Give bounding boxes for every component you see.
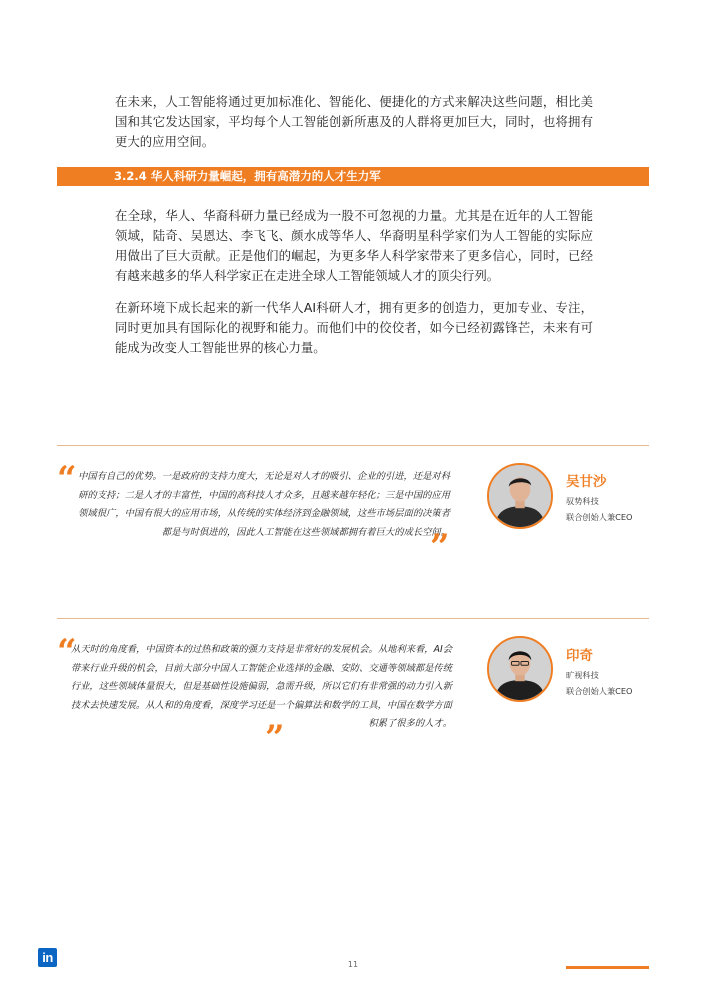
linkedin-logo-icon: in	[38, 948, 57, 967]
person-name-1: 吴甘沙	[566, 474, 607, 490]
quote-text-1: 中国有自己的优势。一是政府的支持力度大，无论是对人才的吸引、企业的引进，还是对科研的支持；二是人才的丰富性，中国的高科技人才众多，且越来越年轻化；三是中国的应用领域很广，中国有很大的应用市场，从传统的实体经济到金融领域，这些市场层面的决策者都是与时俱进的，因此人工智能在这些领域都拥有着巨大的成长空间。	[78, 471, 450, 538]
person-name-2: 印奇	[566, 648, 593, 664]
section-heading-bar	[57, 167, 649, 186]
avatar-portrait-2	[487, 636, 553, 702]
quote-text-2: 从天时的角度看，中国资本的过热和政策的强力支持是非常好的发展机会。从地利来看，AI会带来行业升级的机会，目前大部分中国人工智能企业选择的金融、安防、交通等领域都是传统行业，这些领域体量很大，但是基础性设施偏弱，急需升级，所以它们有非常强的动力引入新技术去快速发展。从人和的角度看，深度学习还是一个偏算法和数学的工具，中国在数学方面积累了很多的人才。	[70, 644, 452, 729]
body-paragraph-2: 在全球，华人、华裔科研力量已经成为一股不可忽视的力量。尤其是在近年的人工智能领域，陆奇、吴恩达、李飞飞、颜水成等华人、华裔明星科学家们为人工智能的实际应用做出了巨大贡献。正是他们的崛起，为更多华人科学家带来了更多信心，同时，已经有越来越多的华人科学家正在走进全球人工智能领域人才的顶尖行列。	[115, 208, 593, 283]
close-quote-icon: ”	[430, 527, 446, 567]
close-quote-icon: ”	[265, 718, 281, 758]
open-quote-icon: “	[57, 459, 73, 499]
divider-line-1	[57, 445, 649, 446]
avatar-portrait-1	[487, 463, 553, 529]
footer-accent-bar	[566, 966, 649, 969]
person-company-2: 旷视科技	[566, 670, 599, 680]
divider-line-2	[57, 618, 649, 619]
person-role-2: 联合创始人兼CEO	[566, 686, 633, 696]
person-role-1: 联合创始人兼CEO	[566, 512, 633, 522]
body-paragraph-3: 在新环境下成长起来的新一代华人AI科研人才，拥有更多的创造力，更加专业、专注，同时更加具有国际化的视野和能力。而他们中的佼佼者，如今已经初露锋芒，未来有可能成为改变人工智能世界的核心力量。	[115, 300, 593, 355]
section-heading-text: 3.2.4 华人科研力量崛起，拥有高潜力的人才生力军	[114, 169, 381, 183]
open-quote-icon: “	[57, 632, 73, 672]
body-paragraph-1: 在未来，人工智能将通过更加标准化、智能化、便捷化的方式来解决这些问题，相比美国和其它发达国家，平均每个人工智能创新所惠及的人群将更加巨大，同时，也将拥有更大的应用空间。	[115, 94, 593, 149]
page-number: 11	[347, 960, 359, 969]
person-company-1: 驭势科技	[566, 496, 599, 506]
